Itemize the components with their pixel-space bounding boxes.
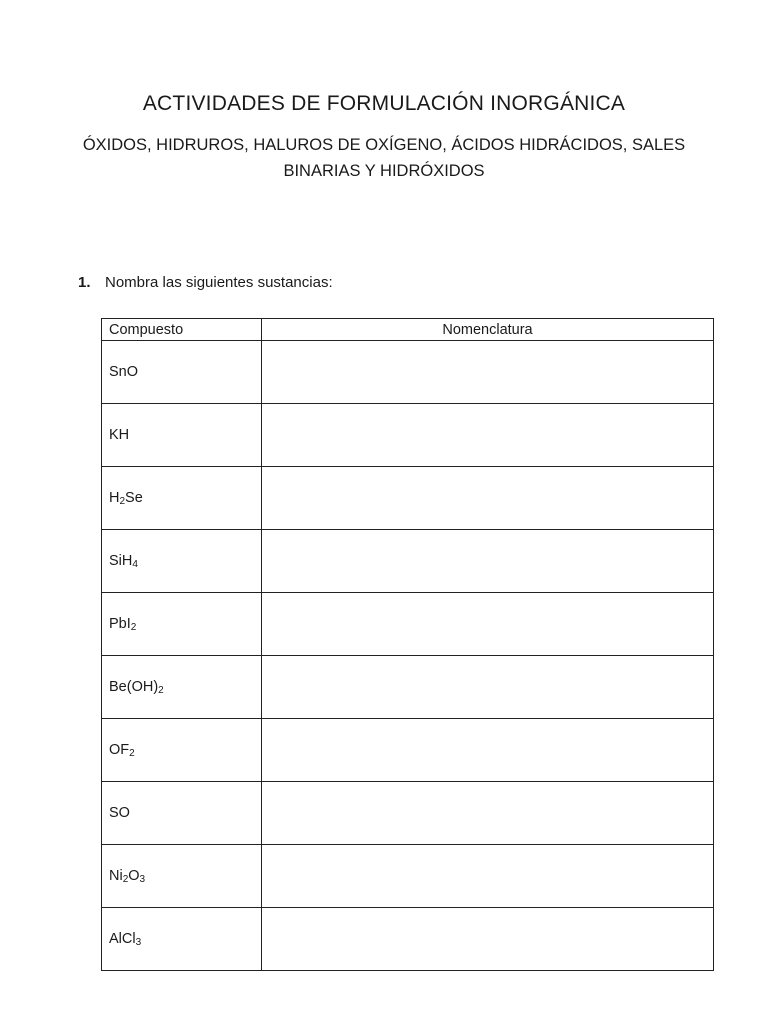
header-nomenclature: Nomenclatura	[262, 319, 714, 341]
compound-formula	[102, 719, 262, 782]
compound-formula	[102, 341, 262, 404]
formula-subscript: 2	[129, 748, 135, 759]
formula-subscript: 2	[158, 685, 164, 696]
table-row	[102, 530, 714, 593]
compound-formula	[102, 908, 262, 971]
formula-subscript: 2	[130, 622, 137, 633]
formula-element: O	[128, 868, 140, 884]
nomenclature-answer-cell[interactable]	[262, 782, 714, 845]
formula-subscript: 2	[119, 496, 126, 507]
compound-formula	[102, 656, 262, 719]
nomenclature-answer-cell[interactable]	[262, 530, 714, 593]
nomenclature-answer-cell[interactable]	[262, 341, 714, 404]
document-subtitle: ÓXIDOS, HIDRUROS, HALUROS DE OXÍGENO, ÁCIDOS HIDRÁCIDOS, SALES BINARIAS Y HIDRÓXIDOS	[82, 136, 686, 180]
nomenclature-answer-cell[interactable]	[262, 404, 714, 467]
table-row	[102, 341, 714, 404]
formula-subscript: 4	[132, 559, 138, 570]
compound-formula	[102, 404, 262, 467]
formula-element: Ni	[109, 868, 123, 884]
compound-formula	[102, 845, 262, 908]
nomenclature-answer-cell[interactable]	[262, 845, 714, 908]
table-row	[102, 782, 714, 845]
nomenclature-answer-cell[interactable]	[262, 467, 714, 530]
formula-element: Be(OH)	[109, 679, 159, 695]
table-row	[102, 593, 714, 656]
compound-formula	[102, 467, 262, 530]
formula-element: KH	[109, 427, 130, 443]
table-body	[102, 341, 714, 971]
formula-element: H	[109, 490, 120, 506]
nomenclature-answer-cell[interactable]	[262, 593, 714, 656]
table-row	[102, 467, 714, 530]
formula-element: OF	[109, 742, 130, 758]
formula-element: PbI	[109, 616, 131, 632]
formula-subscript: 3	[135, 937, 142, 948]
formula-element: SiH	[109, 553, 133, 569]
compound-formula	[102, 782, 262, 845]
question-number: 1.	[78, 274, 91, 291]
nomenclature-answer-cell[interactable]	[262, 719, 714, 782]
table-row	[102, 845, 714, 908]
question-text: Nombra las siguientes sustancias:	[105, 274, 333, 291]
formula-element: SnO	[109, 364, 139, 380]
compounds-table	[101, 318, 714, 971]
table-row	[102, 656, 714, 719]
table-header-row	[102, 319, 714, 341]
formula-element: SO	[109, 805, 130, 821]
formula-element: AlCl	[109, 931, 136, 947]
formula-subscript: 2	[122, 874, 129, 885]
formula-subscript: 3	[139, 874, 146, 885]
nomenclature-answer-cell[interactable]	[262, 908, 714, 971]
table-row	[102, 404, 714, 467]
compound-formula	[102, 530, 262, 593]
nomenclature-answer-cell[interactable]	[262, 656, 714, 719]
document-title: ACTIVIDADES DE FORMULACIÓN INORGÁNICA	[142, 92, 626, 115]
table-row	[102, 908, 714, 971]
table-row	[102, 719, 714, 782]
question-1	[78, 274, 333, 291]
header-compound: Compuesto	[102, 319, 262, 341]
compound-formula	[102, 593, 262, 656]
formula-element: Se	[125, 490, 143, 506]
